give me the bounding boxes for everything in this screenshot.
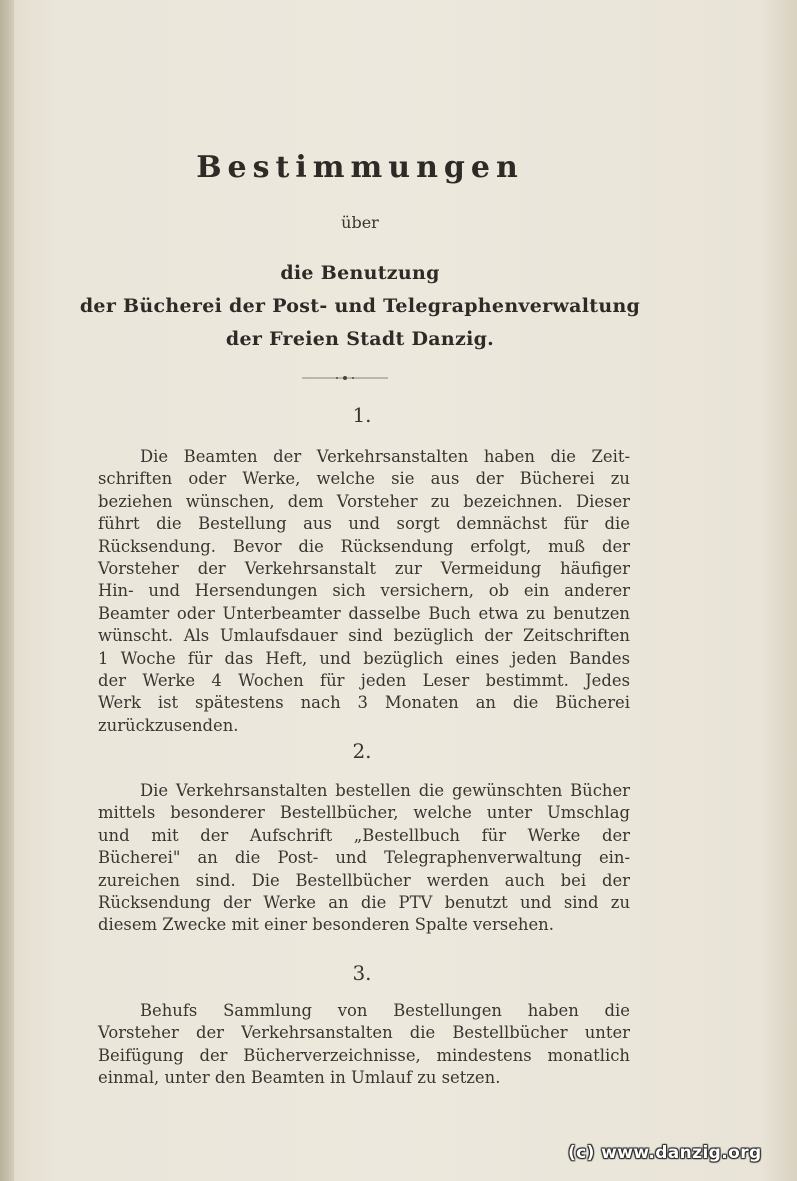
text-line: Beifügung der Bücherverzeichnisse, mindestens monatlich xyxy=(98,1045,630,1065)
text-line: einmal, unter den Beamten in Umlauf zu setzen. xyxy=(98,1068,501,1088)
text-line: Werk ist spätestens nach 3 Monaten an die Bücherei xyxy=(98,693,630,713)
section-1-paragraph xyxy=(98,446,630,737)
text-line: Hin- und Hersendungen sich versichern, ob ein anderer xyxy=(98,581,630,601)
document-title: Bestimmungen xyxy=(196,150,524,185)
text-line: Rücksendung. Bevor die Rücksendung erfolgt, muß der xyxy=(98,536,630,556)
text-line: diesem Zwecke mit einer besonderen Spalte versehen. xyxy=(98,915,554,935)
section-number-3: 3. xyxy=(352,961,372,985)
text-line: und mit der Aufschrift „Bestellbuch für Werke der xyxy=(98,825,630,845)
text-line: Beamter oder Unterbeamter dasselbe Buch etwa zu benutzen xyxy=(98,603,630,623)
copyright-watermark: (c) www.danzig.org xyxy=(568,1143,762,1163)
text-line: Behufs Sammlung von Bestellungen haben die xyxy=(140,1001,630,1020)
text-line: Bücherei" an die Post- und Telegraphenverwaltung ein- xyxy=(98,848,630,868)
text-line: Die Verkehrsanstalten bestellen die gewünschten Bücher xyxy=(140,781,630,800)
heading-line-2: der Bücherei der Post- und Telegraphenverwaltung xyxy=(79,295,641,317)
section-number-2: 2. xyxy=(352,739,372,763)
text-line: Vorsteher der Verkehrsanstalt zur Vermeidung häufiger xyxy=(98,559,630,579)
text-line: beziehen wünschen, dem Vorsteher zu bezeichnen. Dieser xyxy=(98,491,630,511)
section-2-paragraph xyxy=(98,780,630,937)
title-connector: über xyxy=(341,213,379,232)
section-number-1: 1. xyxy=(352,403,372,427)
text-line: zureichen sind. Die Bestellbücher werden auch bei der xyxy=(98,870,630,890)
heading-line-1: die Benutzung xyxy=(280,262,440,284)
ornament-divider xyxy=(302,375,388,381)
text-line: führt die Bestellung aus und sorgt demnächst für die xyxy=(98,514,630,534)
text-line: Rücksendung der Werke an die PTV benutzt und sind zu xyxy=(98,893,630,913)
text-line: schriften oder Werke, welche sie aus der Bücherei zu xyxy=(98,469,630,489)
text-line: zurückzusenden. xyxy=(98,715,239,735)
text-line: Die Beamten der Verkehrsanstalten haben die Zeit- xyxy=(140,447,630,466)
text-line: wünscht. Als Umlaufsdauer sind bezüglich der Zeitschriften xyxy=(98,626,630,646)
text-line: 1 Woche für das Heft, und bezüglich eines jeden Bandes xyxy=(98,648,630,668)
text-line: Vorsteher der Verkehrsanstalten die Bestellbücher unter xyxy=(98,1023,630,1043)
heading-line-3: der Freien Stadt Danzig. xyxy=(225,328,495,350)
section-3-paragraph xyxy=(98,1000,630,1090)
text-line: der Werke 4 Wochen für jeden Leser bestimmt. Jedes xyxy=(98,671,630,691)
text-line: mittels besonderer Bestellbücher, welche unter Umschlag xyxy=(98,803,630,823)
